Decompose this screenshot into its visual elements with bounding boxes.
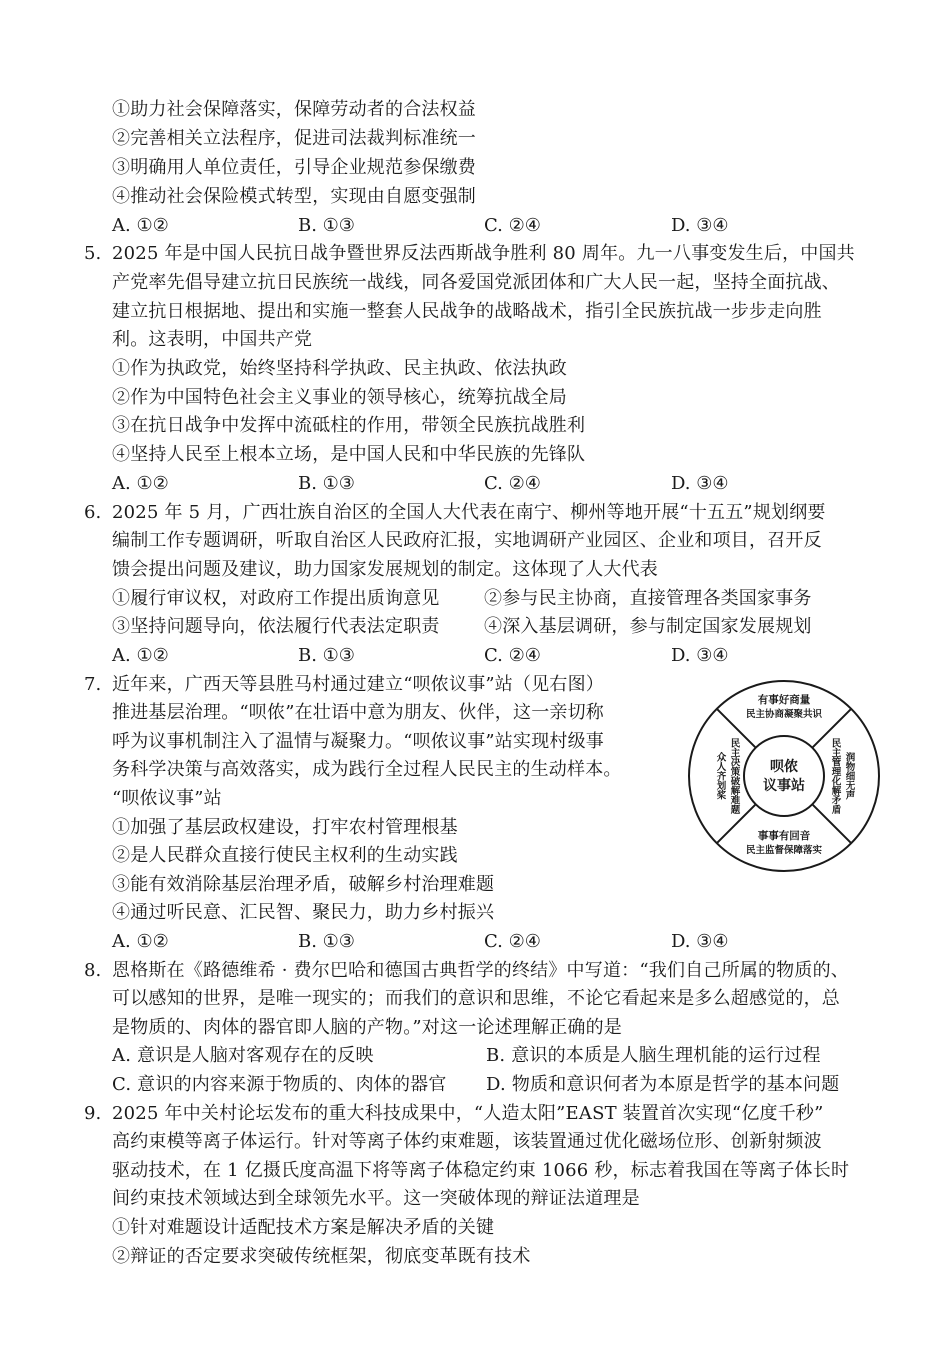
q8-stem-line-2: 可以感知的世界，是唯一现实的；而我们的意识和思维，不论它看起来是多么超感觉的，总	[112, 988, 840, 1009]
q7-option-a[interactable]: A. ①②	[112, 931, 169, 952]
diagram-center-line-2: 议事站	[763, 778, 805, 794]
q7-stem-line-4: 务科学决策与高效落实，成为践行全过程人民民主的生动样本。	[112, 759, 622, 780]
q7-item-1: ①加强了基层政权建设，打牢农村管理根基	[112, 817, 458, 838]
q5-option-c[interactable]: C. ②④	[484, 473, 541, 494]
q6-option-d[interactable]: D. ③④	[671, 645, 729, 666]
q9-stem-line-1: 2025 年中关村论坛发布的重大科技成果中，“人造太阳”EAST 装置首次实现“亿度千秒”	[112, 1103, 824, 1124]
q8-option-c[interactable]: C. 意识的内容来源于物质的、肉体的器官	[112, 1074, 447, 1095]
q5-option-d[interactable]: D. ③④	[671, 473, 729, 494]
q4-option-c[interactable]: C. ②④	[484, 215, 541, 236]
beinong-council-diagram	[686, 678, 882, 874]
q9-stem-line-2: 高约束模等离子体运行。针对等离子体约束难题，该装置通过优化磁场位形、创新射频波	[112, 1131, 822, 1152]
q9-item-1: ①针对难题设计适配技术方案是解决矛盾的关键	[112, 1217, 495, 1238]
q7-item-4: ④通过听民意、汇民智、聚民力，助力乡村振兴	[112, 902, 495, 923]
q4-option-a[interactable]: A. ①②	[112, 215, 169, 236]
q6-item-1: ①履行审议权，对政府工作提出质询意见	[112, 588, 440, 609]
q9-number: 9.	[84, 1103, 102, 1124]
q5-stem-line-4: 利。这表明，中国共产党	[112, 329, 313, 350]
diagram-top-line-1: 有事好商量	[757, 694, 811, 706]
q6-item-2: ②参与民主协商，直接管理各类国家事务	[484, 588, 812, 609]
q5-number: 5.	[84, 243, 102, 264]
q6-item-3: ③坚持问题导向，依法履行代表法定职责	[112, 616, 440, 637]
q4-item-4: ④推动社会保险模式转型，实现由自愿变强制	[112, 186, 476, 207]
q5-option-a[interactable]: A. ①②	[112, 473, 169, 494]
q5-stem-line-1: 2025 年是中国人民抗日战争暨世界反法西斯战争胜利 80 周年。九一八事变发生后，中国共	[112, 243, 855, 264]
q6-stem-line-1: 2025 年 5 月，广西壮族自治区的全国人大代表在南宁、柳州等地开展“十五五”规划纲要	[112, 502, 826, 523]
q7-stem-line-2: 推进基层治理。“呗侬”在壮语中意为朋友、伙伴，这一亲切称	[112, 702, 605, 723]
q5-stem-line-2: 产党率先倡导建立抗日民族统一战线，同各爱国党派团体和广大人民一起，坚持全面抗战、	[112, 272, 840, 293]
q7-option-d[interactable]: D. ③④	[671, 931, 729, 952]
q8-option-d[interactable]: D. 物质和意识何者为本原是哲学的基本问题	[486, 1074, 840, 1095]
q7-stem-line-1: 近年来，广西天等县胜马村通过建立“呗侬议事”站（见右图）	[112, 674, 605, 695]
q6-item-4: ④深入基层调研，参与制定国家发展规划	[484, 616, 812, 637]
q6-stem-line-2: 编制工作专题调研，听取自治区人民政府汇报，实地调研产业园区、企业和项目，召开反	[112, 530, 822, 551]
diagram-bottom-line-1: 事事有回音	[757, 830, 811, 842]
q7-item-3: ③能有效消除基层治理矛盾，破解乡村治理难题	[112, 874, 495, 895]
q5-stem-line-3: 建立抗日根据地、提出和实施一整套人民战争的战略战术，指引全民族抗战一步步走向胜	[112, 301, 822, 322]
diagram-right-col-2: 民主管理化解矛盾	[829, 738, 841, 814]
q9-item-2: ②辩证的否定要求突破传统框架，彻底变革既有技术	[112, 1246, 531, 1267]
q5-option-b[interactable]: B. ①③	[298, 473, 355, 494]
q6-number: 6.	[84, 502, 102, 523]
q8-number: 8.	[84, 960, 102, 981]
inner-ring	[744, 736, 824, 816]
q4-option-b[interactable]: B. ①③	[298, 215, 355, 236]
q7-stem-line-5: “呗侬议事”站	[112, 788, 222, 809]
q4-item-3: ③明确用人单位责任，引导企业规范参保缴费	[112, 157, 476, 178]
q8-option-b[interactable]: B. 意识的本质是人脑生理机能的运行过程	[486, 1045, 821, 1066]
diagram-center-line-1: 呗侬	[770, 759, 798, 775]
diagram-left-col-1: 众人齐划桨	[714, 752, 726, 800]
q5-item-4: ④坚持人民至上根本立场，是中国人民和中华民族的先锋队	[112, 444, 586, 465]
q6-stem-line-3: 馈会提出问题及建议，助力国家发展规划的制定。这体现了人大代表	[112, 559, 658, 580]
q8-option-a[interactable]: A. 意识是人脑对客观存在的反映	[112, 1045, 374, 1066]
q5-item-3: ③在抗日战争中发挥中流砥柱的作用，带领全民族抗战胜利	[112, 415, 586, 436]
q7-option-b[interactable]: B. ①③	[298, 931, 355, 952]
q5-item-1: ①作为执政党，始终坚持科学执政、民主执政、依法执政	[112, 358, 567, 379]
q9-stem-line-4: 间约束技术领域达到全球领先水平。这一突破体现的辩证法道理是	[112, 1188, 640, 1209]
q9-stem-line-3: 驱动技术，在 1 亿摄氏度高温下将等离子体稳定约束 1066 秒，标志着我国在等离子体长时	[112, 1160, 850, 1181]
q4-item-1: ①助力社会保障落实，保障劳动者的合法权益	[112, 99, 476, 120]
q7-number: 7.	[84, 674, 102, 695]
q7-option-c[interactable]: C. ②④	[484, 931, 541, 952]
q5-item-2: ②作为中国特色社会主义事业的领导核心，统筹抗战全局	[112, 387, 567, 408]
q7-stem-line-3: 呼为议事机制注入了温情与凝聚力。“呗侬议事”站实现村级事	[112, 731, 605, 752]
q7-item-2: ②是人民群众直接行使民主权利的生动实践	[112, 845, 458, 866]
q8-stem-line-3: 是物质的、肉体的器官即人脑的产物。”对这一论述理解正确的是	[112, 1017, 622, 1038]
diagram-left-col-2: 民主决策破解难题	[728, 738, 740, 814]
q6-option-b[interactable]: B. ①③	[298, 645, 355, 666]
diagram-right-col-1: 润物细无声	[843, 752, 855, 800]
q4-option-d[interactable]: D. ③④	[671, 215, 729, 236]
q4-item-2: ②完善相关立法程序，促进司法裁判标准统一	[112, 128, 476, 149]
q6-option-a[interactable]: A. ①②	[112, 645, 169, 666]
q8-stem-line-1: 恩格斯在《路德维希 · 费尔巴哈和德国古典哲学的终结》中写道：“我们自己所属的物质的、	[112, 960, 849, 981]
q6-option-c[interactable]: C. ②④	[484, 645, 541, 666]
diagram-top-line-2: 民主协商凝聚共识	[745, 709, 823, 720]
diagram-bottom-line-2: 民主监督保障落实	[745, 845, 823, 856]
